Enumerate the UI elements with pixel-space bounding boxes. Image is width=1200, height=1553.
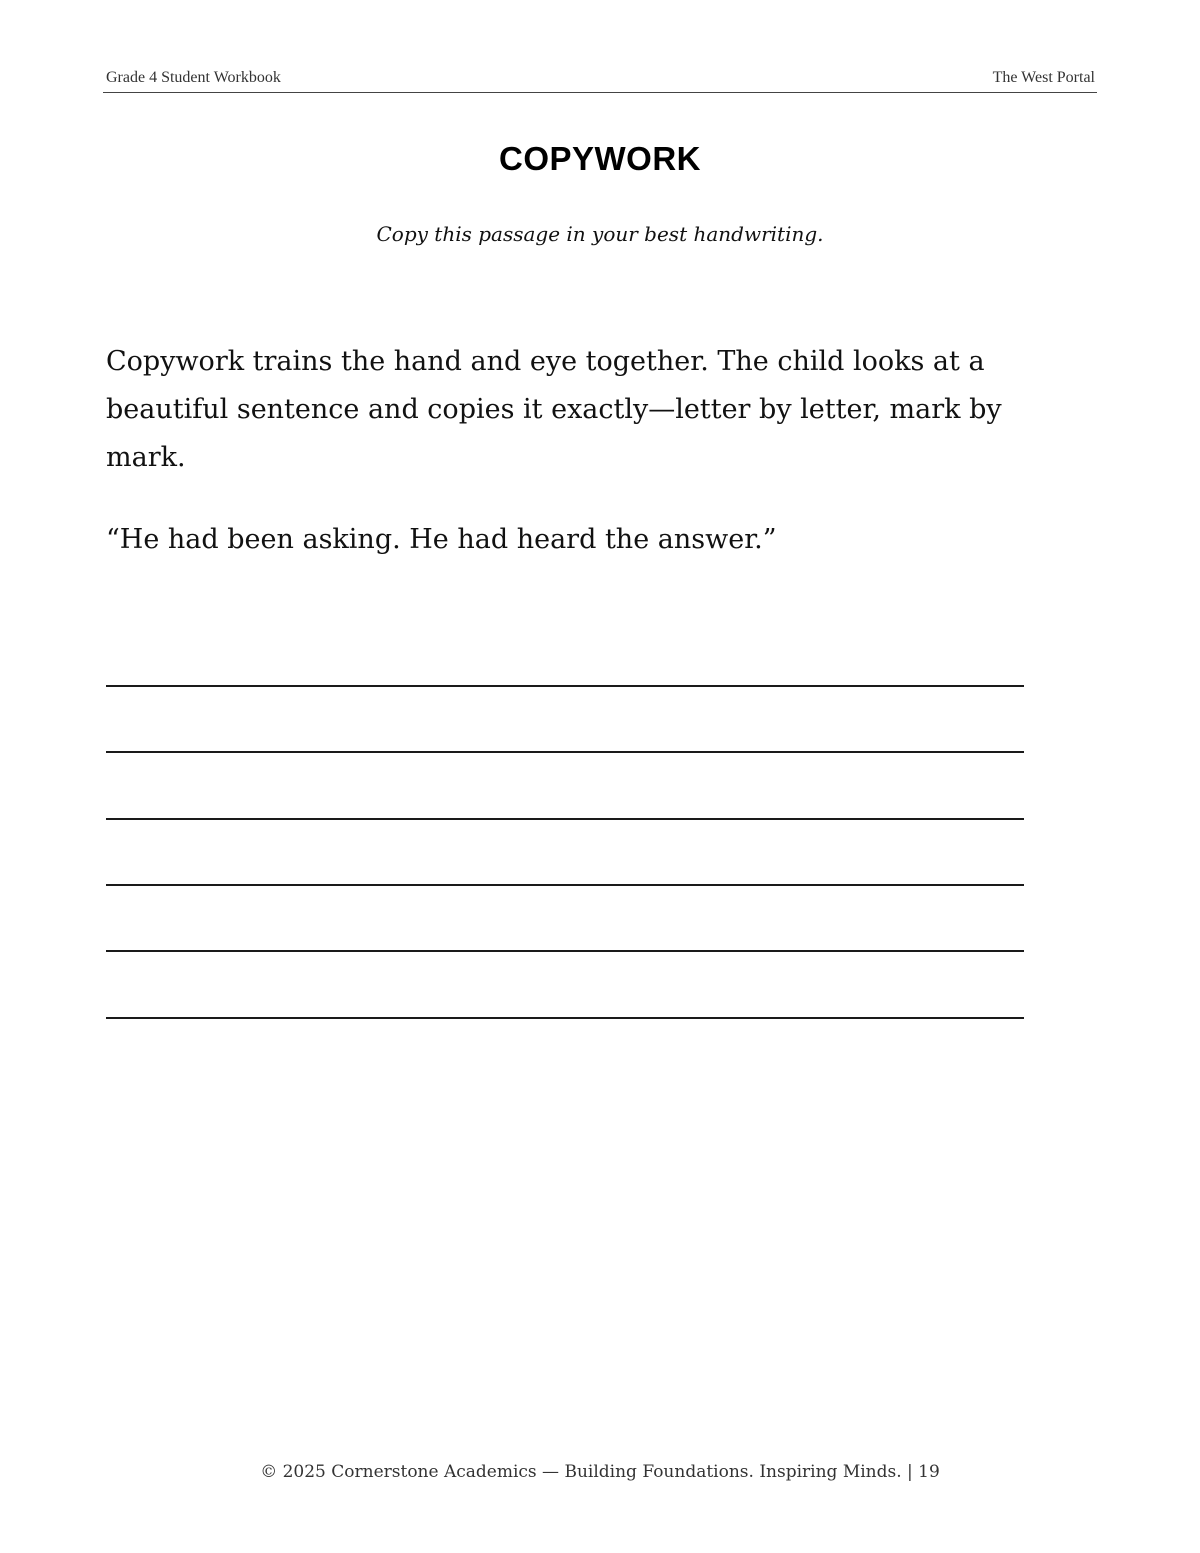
page-footer: © 2025 Cornerstone Academics — Building Foundations. Inspiring Minds. | 19 — [260, 1462, 940, 1482]
writing-line[interactable] — [106, 884, 1024, 886]
instructions: Copy this passage in your best handwriting. — [376, 222, 824, 246]
writing-line[interactable] — [106, 751, 1024, 753]
copy-passage: “He had been asking. He had heard the answer.” — [106, 524, 777, 555]
writing-line[interactable] — [106, 950, 1024, 952]
page-header — [103, 68, 1097, 93]
header-unit-title: The West Portal — [992, 69, 1095, 86]
page-title: COPYWORK — [499, 140, 701, 177]
intro-paragraph: Copywork trains the hand and eye together. The child looks at a beautiful sentence and copies it exactly—letter by letter, mark by mark. — [106, 346, 1002, 473]
writing-line[interactable] — [106, 685, 1024, 687]
writing-line[interactable] — [106, 818, 1024, 820]
writing-line[interactable] — [106, 1017, 1024, 1019]
header-workbook-title: Grade 4 Student Workbook — [106, 69, 281, 86]
